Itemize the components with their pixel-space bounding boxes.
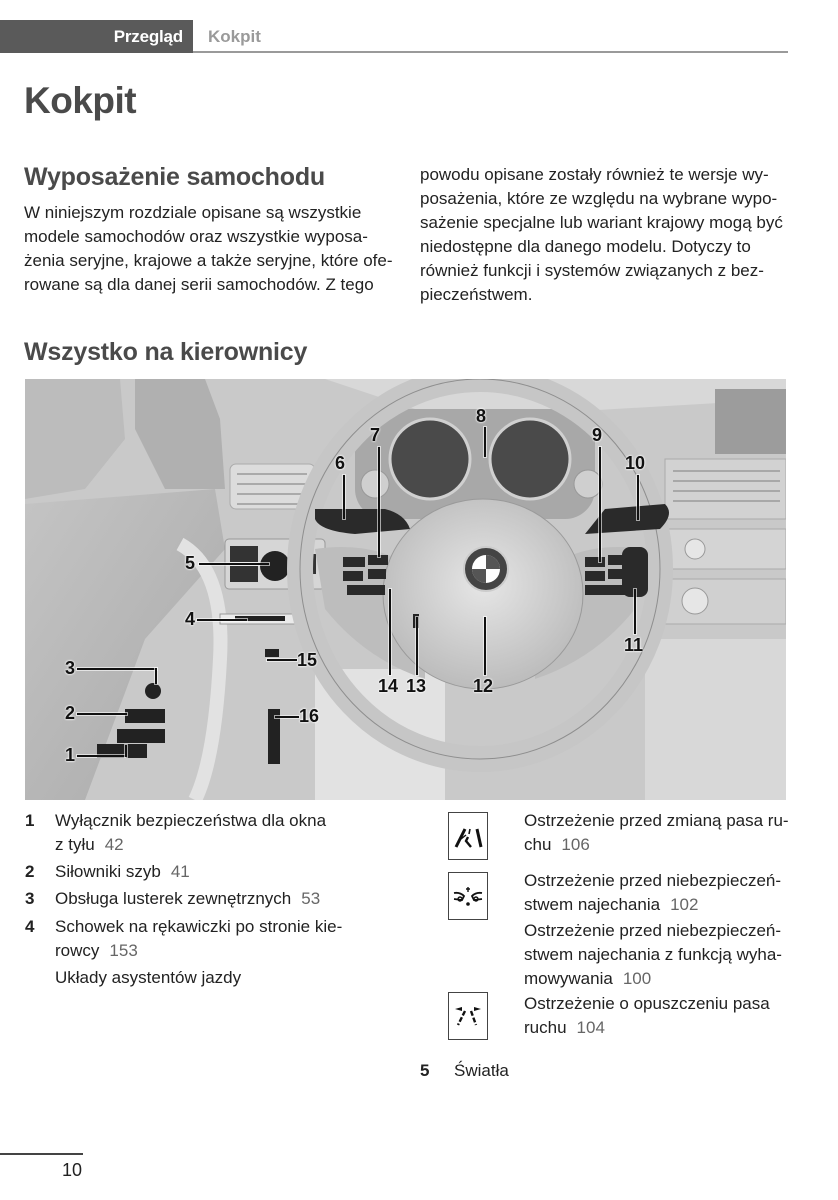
callout-11: 11 [624,635,644,655]
callout-2: 2 [65,703,76,723]
legend-text: rowcy [55,941,100,960]
callout-1: 1 [65,745,76,765]
legend-lane-departure-warning [524,992,794,1040]
page-reference[interactable]: 153 [109,941,138,960]
callout-15: 15 [297,650,318,670]
callout-line-15 [267,659,297,661]
callout-line-14 [389,589,391,675]
callout-line-2 [77,713,127,715]
legend-text: stwem najechania z funkcją wyha- [524,945,782,964]
callout-8: 8 [476,406,487,426]
page-reference[interactable]: 42 [104,835,124,854]
callout-line-13 [416,617,418,675]
callout-line-4 [197,619,247,621]
legend-text: ruchu [524,1018,567,1037]
page-reference[interactable]: 53 [301,889,321,908]
page-reference[interactable]: 104 [576,1018,605,1037]
callout-4: 4 [185,609,196,629]
legend-lane-change-warning [524,809,794,857]
callout-line-11 [634,589,636,634]
footer-rule [0,1153,83,1155]
legend-text: Światła [454,1061,509,1080]
text-line: pieczeństwem. [420,285,533,304]
text-line: żenia seryjne, krajowe a także seryjne, które ofe- [24,251,393,270]
callout-line-1b [125,745,127,757]
page-reference[interactable]: 41 [170,862,190,881]
text-line: powodu opisane zostały również te wersje wy- [420,165,769,184]
legend-text: mowywania [524,969,613,988]
legend-text: Ostrzeżenie przed zmianą pasa ru- [524,811,789,830]
legend-text: Układy asystentów jazdy [55,968,242,987]
callout-7: 7 [370,425,381,445]
section-heading-equipment: Wyposażenie samochodu [24,163,325,191]
callout-6: 6 [335,453,346,473]
text-line: rowane są dla danej serii samochodów. Z tego [24,275,374,294]
legend-text: Obsługa lusterek zewnętrznych [55,889,292,908]
header-rule [193,51,788,53]
cockpit-drawing [25,379,786,800]
header-section-label: Przegląd [113,27,183,46]
text-line: modele samochodów oraz wszystkie wyposa- [24,227,368,246]
legend-number: 3 [25,889,35,908]
legend-text: Wyłącznik bezpieczeństwa dla okna [55,811,327,830]
cockpit-illustration [25,379,786,800]
callout-12: 12 [473,676,494,696]
callout-line-12 [484,617,486,675]
callout-14: 14 [378,676,399,696]
callout-line-1 [77,755,125,757]
callout-line-7 [378,447,380,557]
lane-departure-warning-icon [448,992,488,1040]
callout-10: 10 [625,453,646,473]
equipment-paragraph-right [420,163,795,307]
legend-collision-warning-braking [524,919,794,991]
legend-number: 5 [420,1061,430,1080]
legend-number: 1 [25,811,35,830]
callout-9: 9 [592,425,603,445]
text-line: niedostępne dla danego modelu. Dotyczy to [420,237,751,256]
legend-text: Ostrzeżenie przed niebezpieczeń- [524,871,782,890]
header-chapter-label: Kokpit [208,27,261,46]
legend-text: z tyłu [55,835,95,854]
page-reference[interactable]: 106 [561,835,590,854]
text-line: posażenia, które ze względu na wybrane wypo- [420,189,778,208]
page-number: 10 [61,1160,82,1180]
callout-16: 16 [299,706,320,726]
callout-13: 13 [406,676,427,696]
collision-warning-icon [448,872,488,920]
callout-line-5 [199,563,269,565]
legend-text: Schowek na rękawiczki po stronie kie- [55,917,343,936]
legend-text: Ostrzeżenie o opuszczeniu pasa [524,994,770,1013]
legend-number: 2 [25,862,35,881]
page-title: Kokpit [24,80,137,121]
legend-text: Ostrzeżenie przed niebezpieczeń- [524,921,782,940]
legend-text: stwem najechania [524,895,661,914]
text-line: W niniejszym rozdziale opisane są wszystkie [24,203,362,222]
callout-line-3 [77,668,157,670]
callout-line-3b [155,668,157,684]
callout-line-9 [599,447,601,562]
callout-5: 5 [185,553,196,573]
lane-change-warning-icon [448,812,488,860]
callout-line-10 [637,475,639,520]
text-line: również funkcji i systemów związanych z bez- [420,261,764,280]
legend-text: chu [524,835,552,854]
legend-number: 4 [25,917,35,936]
callout-line-6 [343,475,345,519]
text-line: sażenie specjalne lub wariant krajowy mogą być [420,213,783,232]
callout-line-16 [275,716,299,718]
legend-text: Siłowniki szyb [55,862,161,881]
section-heading-steering: Wszystko na kierownicy [24,338,308,366]
callout-line-8 [484,427,486,457]
page-reference[interactable]: 100 [622,969,652,988]
legend-collision-warning [524,869,794,917]
equipment-paragraph-left [24,201,399,297]
callout-3: 3 [65,658,76,678]
page-reference[interactable]: 102 [670,895,699,914]
